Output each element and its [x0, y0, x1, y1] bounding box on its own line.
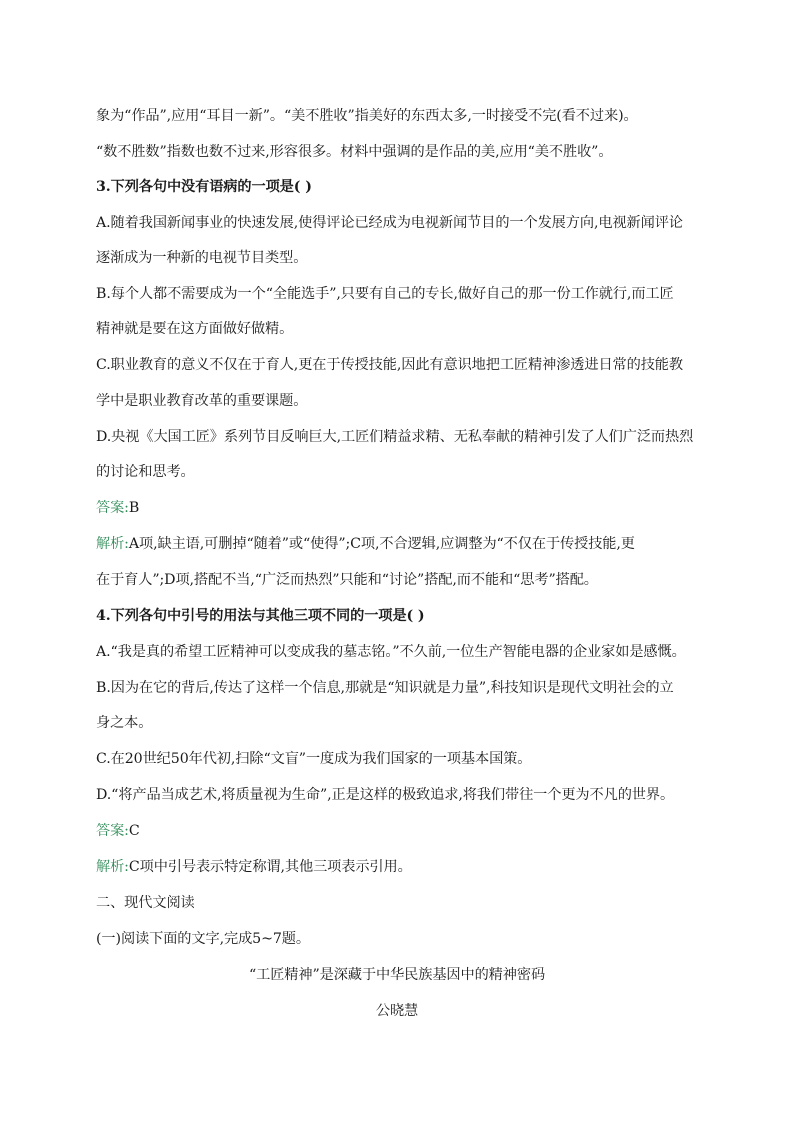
answer-value: B [128, 500, 140, 516]
option-b-line: B.每个人都不需要成为一个“全能选手”,只要有自己的专长,做好自己的那一份工作就行,而工匠 [96, 286, 674, 302]
explanation-4 [96, 857, 736, 877]
article-title: “工匠精神”是深藏于中华民族基因中的精神密码 [248, 967, 546, 983]
explanation-3 [96, 534, 736, 554]
explanation-3-cont: 在于育人”;D项,搭配不当,“广泛而热烈”只能和“讨论”搭配,而不能和“思考”搭配。 [96, 572, 598, 588]
explanation-text: C项中引号表示特定称谓,其他三项表示引用。 [128, 859, 412, 875]
explanation-label: 解析: [96, 536, 129, 552]
option-d-line: D.央视《大国工匠》系列节目反响巨大,工匠们精益求精、无私奉献的精神引发了人们广泛而热烈 [96, 429, 694, 445]
text-line: “数不胜数”指数也数不过来,形容很多。材料中强调的是作品的美,应用“美不胜收”。 [96, 144, 613, 160]
question-4: 4.下列各句中引号的用法与其他三项不同的一项是( ) [96, 608, 425, 624]
option-d-line: 的讨论和思考。 [96, 464, 195, 480]
option-a-line: A.随着我国新闻事业的快速发展,使得评论已经成为电视新闻节目的一个发展方向,电视新闻评论 [96, 215, 683, 231]
article-author: 公晓慧 [375, 1003, 419, 1019]
option-b-line: 精神就是要在这方面做好做精。 [96, 321, 294, 337]
option-a-line: A.“我是真的希望工匠精神可以变成我的墓志铭。”不久前,一位生产智能电器的企业家如是感慨。 [96, 644, 686, 660]
option-b-line: 身之本。 [96, 715, 153, 731]
reading-instruction: (一)阅读下面的文字,完成5~7题。 [96, 931, 310, 947]
answer-value: C [128, 823, 140, 839]
answer-label: 答案: [96, 823, 129, 839]
answer-label: 答案: [96, 500, 129, 516]
question-3: 3.下列各句中没有语病的一项是( ) [96, 179, 312, 195]
option-c-line: C.职业教育的意义不仅在于育人,更在于传授技能,因此有意识地把工匠精神渗透进日常的技能教 [96, 357, 683, 373]
option-a-line: 逐渐成为一种新的电视节目类型。 [96, 250, 308, 266]
answer-3 [96, 498, 736, 518]
explanation-text: A项,缺主语,可删掉“随着”或“使得”;C项,不合逻辑,应调整为“不仅在于传授技能,更 [128, 536, 635, 552]
explanation-label: 解析: [96, 859, 129, 875]
option-b-line: B.因为在它的背后,传达了这样一个信息,那就是“知识就是力量”,科技知识是现代文明社会的立 [96, 680, 674, 696]
text-line: 象为“作品”,应用“耳目一新”。“美不胜收”指美好的东西太多,一时接受不完(看不过来)。 [96, 108, 638, 124]
option-d-line: D.“将产品当成艺术,将质量视为生命”,正是这样的极致追求,将我们带往一个更为不凡的世界。 [96, 787, 675, 803]
option-c-line: C.在20世纪50年代初,扫除“文盲”一度成为我们国家的一项基本国策。 [96, 751, 532, 767]
section-heading: 二、现代文阅读 [96, 895, 195, 911]
answer-4 [96, 821, 736, 841]
option-c-line: 学中是职业教育改革的重要课题。 [96, 393, 308, 409]
